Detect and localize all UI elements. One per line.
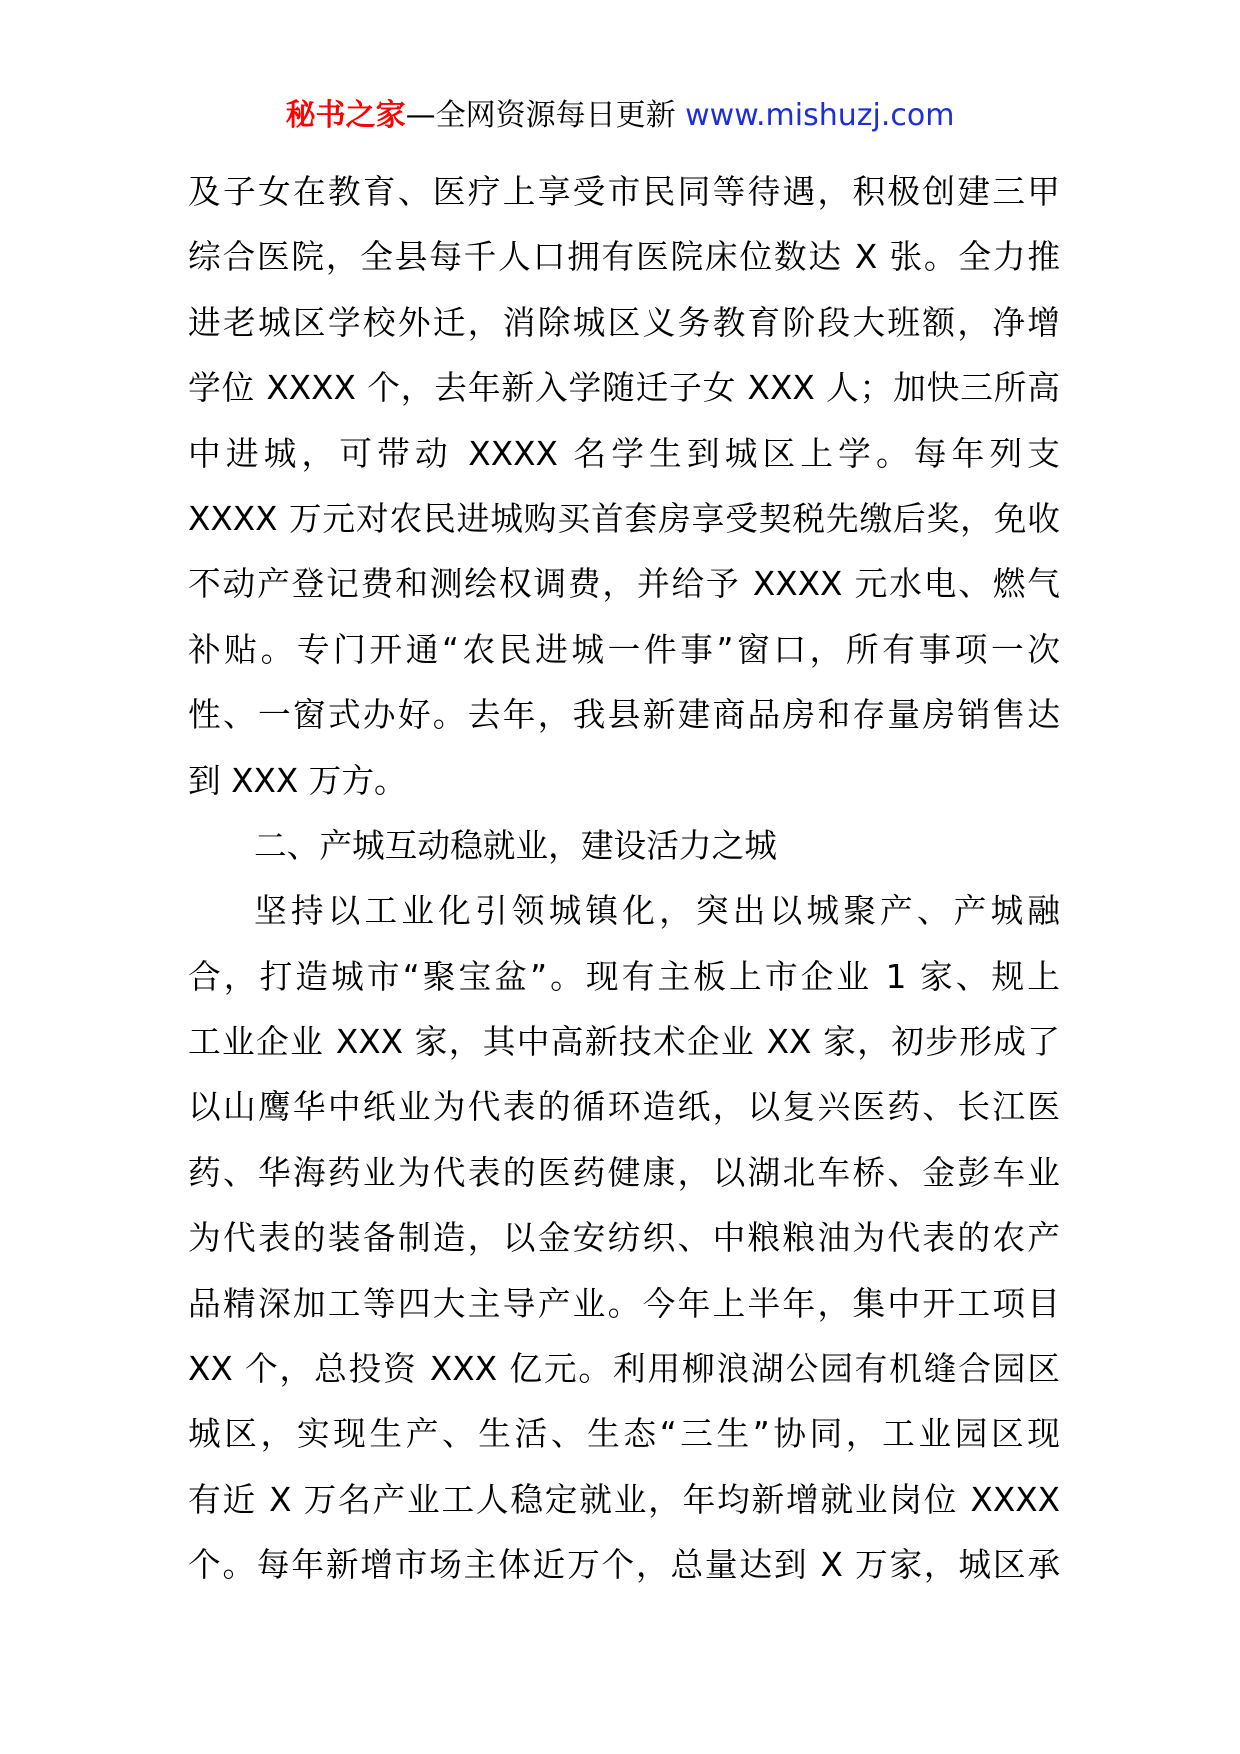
text-line: 到 XXX 万方。 [188, 761, 407, 800]
text-line: 综合医院，全县每千人口拥有医院床位数达 X 张。全力推 [188, 238, 1060, 277]
text-line: XX 个，总投资 XXX 亿元。利用柳浪湖公园有机缝合园区 [188, 1350, 1060, 1389]
text-line: 药、华海药业为代表的医药健康，以湖北车桥、金彭车业 [188, 1153, 1060, 1192]
text-line: 进老城区学校外迁，消除城区义务教育阶段大班额，净增 [188, 303, 1060, 342]
text-line: 以山鹰华中纸业为代表的循环造纸，以复兴医药、长江医 [188, 1088, 1060, 1127]
text-line: 及子女在教育、医疗上享受市民同等待遇，积极创建三甲 [188, 173, 1060, 211]
text-line: 城区，实现生产、生活、生态“三生”协同，工业园区现 [188, 1415, 1060, 1454]
text-line: 品精深加工等四大主导产业。今年上半年，集中开工项目 [188, 1284, 1060, 1323]
text-line: 中进城，可带动 XXXX 名学生到城区上学。每年列支 [188, 434, 1060, 473]
site-url-link[interactable]: www.mishuzj.com [685, 98, 955, 133]
document-body [188, 160, 1060, 1599]
text-line: 性、一窗式办好。去年，我县新建商品房和存量房销售达 [188, 696, 1060, 735]
text-line: 学位 XXXX 个，去年新入学随迁子女 XXX 人；加快三所高 [188, 369, 1060, 408]
text-line: 补贴。专门开通“农民进城一件事”窗口，所有事项一次 [188, 630, 1060, 669]
paragraph-education-housing [188, 160, 1060, 814]
text-line: 工业企业 XXX 家，其中高新技术企业 XX 家，初步形成了 [188, 1023, 1060, 1062]
brand-name: 秘书之家 [285, 98, 406, 133]
text-line: 合，打造城市“聚宝盆”。现有主板上市企业 1 家、规上 [188, 957, 1060, 996]
text-line: 不动产登记费和测绘权调费，并给予 XXXX 元水电、燃气 [188, 565, 1060, 604]
text-line: 坚持以工业化引领城镇化，突出以城聚产、产城融 [254, 892, 1060, 931]
text-line: 有近 X 万名产业工人稳定就业，年均新增就业岗位 XXXX [188, 1480, 1060, 1519]
paragraph-industry-employment [188, 879, 1060, 1598]
text-line: XXXX 万元对农民进城购买首套房享受契税先缴后奖，免收 [188, 499, 1060, 538]
text-line: 为代表的装备制造，以金安纺织、中粮粮油为代表的农产 [188, 1219, 1060, 1258]
section-heading: 二、产城互动稳就业，建设活力之城 [254, 826, 777, 865]
site-header [0, 96, 1240, 136]
header-slogan: —全网资源每日更新 [405, 98, 676, 133]
text-line: 个。每年新增市场主体近万个，总量达到 X 万家，城区承 [188, 1546, 1060, 1585]
